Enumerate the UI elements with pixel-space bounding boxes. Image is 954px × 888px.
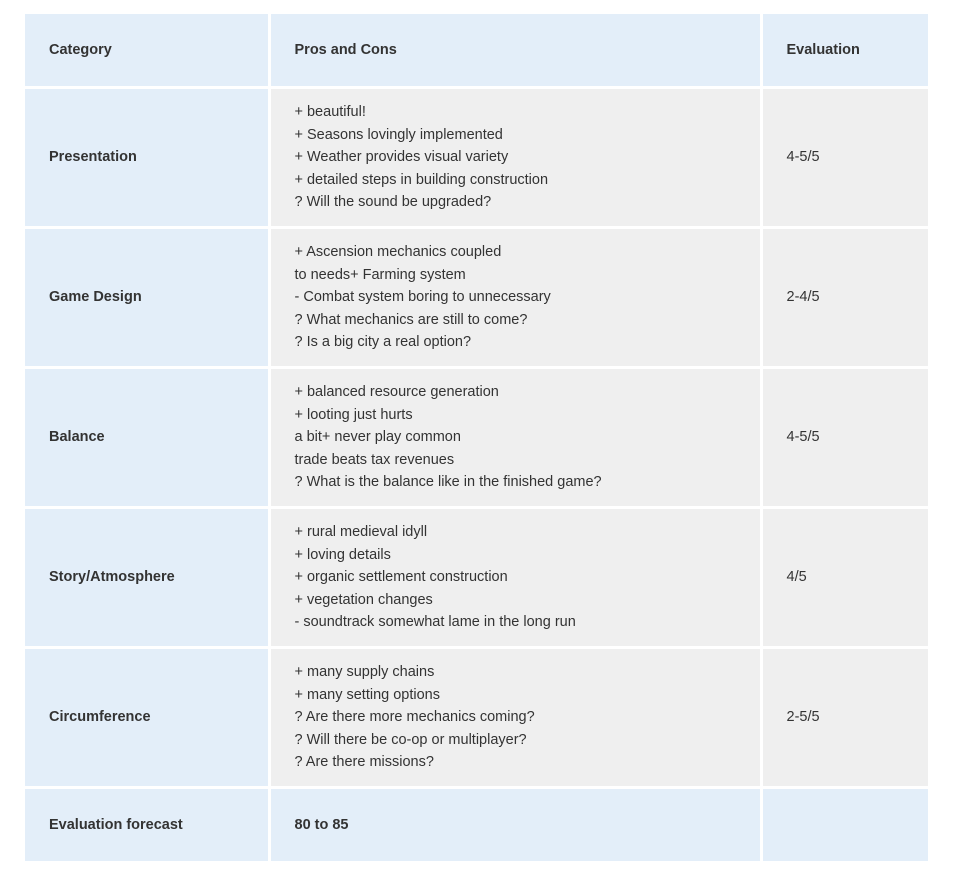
pros-cons-line: ? Are there missions? xyxy=(294,754,434,771)
pros-cons-cell xyxy=(269,508,761,648)
pros-cons-line: + loving details xyxy=(294,546,391,563)
pros-cons-line: + looting just hurts xyxy=(294,406,413,423)
category-cell: Balance xyxy=(25,368,269,508)
table-row xyxy=(25,88,928,228)
table-footer-row xyxy=(25,788,928,862)
pros-cons-line: + Ascension mechanics coupled xyxy=(294,244,502,261)
pros-cons-line: ? Is a big city a real option? xyxy=(294,334,472,351)
category-cell: Game Design xyxy=(25,228,269,368)
evaluation-cell: 2-5/5 xyxy=(761,648,928,788)
header-category: Category xyxy=(25,14,269,88)
pros-cons-line: ? Will there be co-op or multiplayer? xyxy=(294,731,527,748)
pros-cons-line: trade beats tax revenues xyxy=(294,451,455,468)
pros-cons-line: + Seasons lovingly implemented xyxy=(294,126,503,143)
pros-cons-line: + many setting options xyxy=(294,686,440,703)
evaluation-cell: 4/5 xyxy=(761,508,928,648)
table-row xyxy=(25,228,928,368)
footer-category: Evaluation forecast xyxy=(25,788,269,862)
pros-cons-line: + beautiful! xyxy=(294,104,366,121)
footer-forecast-value: 80 to 85 xyxy=(269,788,761,862)
table-header-row xyxy=(25,14,928,88)
pros-cons-line: + detailed steps in building construction xyxy=(294,171,549,188)
table-row xyxy=(25,508,928,648)
evaluation-cell: 4-5/5 xyxy=(761,368,928,508)
pros-cons-cell xyxy=(269,228,761,368)
header-pros-cons: Pros and Cons xyxy=(269,14,761,88)
pros-cons-line: a bit+ never play common xyxy=(294,429,461,446)
pros-cons-line: ? What mechanics are still to come? xyxy=(294,311,528,328)
pros-cons-line: + vegetation changes xyxy=(294,591,433,608)
header-evaluation: Evaluation xyxy=(761,14,928,88)
pros-cons-line: - Combat system boring to unnecessary xyxy=(294,289,551,306)
pros-cons-line: - soundtrack somewhat lame in the long run xyxy=(294,614,576,631)
table-row xyxy=(25,368,928,508)
pros-cons-line: ? Are there more mechanics coming? xyxy=(294,709,535,726)
table-row xyxy=(25,648,928,788)
category-cell: Circumference xyxy=(25,648,269,788)
pros-cons-line: + organic settlement construction xyxy=(294,569,508,586)
evaluation-cell: 4-5/5 xyxy=(761,88,928,228)
review-table xyxy=(25,14,928,861)
pros-cons-line: ? What is the balance like in the finished game? xyxy=(294,474,602,491)
pros-cons-line: + balanced resource generation xyxy=(294,384,499,401)
pros-cons-line: ? Will the sound be upgraded? xyxy=(294,194,492,211)
pros-cons-line: to needs+ Farming system xyxy=(294,266,466,283)
footer-evaluation xyxy=(761,788,928,862)
pros-cons-cell xyxy=(269,88,761,228)
pros-cons-cell xyxy=(269,368,761,508)
evaluation-cell: 2-4/5 xyxy=(761,228,928,368)
category-cell: Presentation xyxy=(25,88,269,228)
pros-cons-cell xyxy=(269,648,761,788)
pros-cons-line: + Weather provides visual variety xyxy=(294,149,509,166)
category-cell: Story/Atmosphere xyxy=(25,508,269,648)
pros-cons-line: + many supply chains xyxy=(294,664,435,681)
pros-cons-line: + rural medieval idyll xyxy=(294,524,428,541)
